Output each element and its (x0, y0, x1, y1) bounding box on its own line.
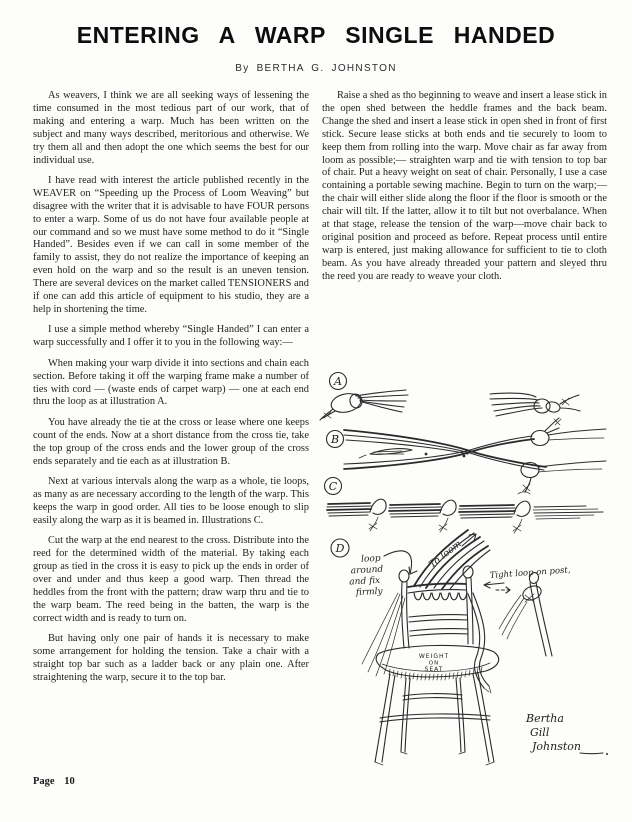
svg-text:WEIGHT: WEIGHT (418, 653, 450, 660)
signature (525, 712, 608, 755)
post-loop-sketch (499, 572, 552, 656)
figure-label-a (330, 373, 347, 390)
svg-text:Gill: Gill (530, 726, 550, 739)
warp-cross-sketch-b (344, 418, 606, 494)
paragraph: Raise a shed as tho beginning to weave and insert a lease stick in the open shed between the heddle frames and the back beam. Change the shed and insert a lease stick in open shed in front of first stick. Secure lease sticks at both ends and tie securely to loom to keep them from rolling into the warp. Move chair as far away from loom as possible;— straighten warp and tie with tension to top bar of chair. Put a heavy weight on seat of chair. Personally, I use a case containing a portable sewing machine. Begin to turn on the warp;—the chair will either slide along the floor if the floor is smooth or the chair will tilt. If the latter, allow it to tilt but not overbalance. When at that stage, release the tension of the warp—move chair back to original position and proceed as before. Repeat process until entire warp is entered, just making allowance for sufficient to tie to cloth beam. As you have already threaded your pattern and sleyed thru the reed you are ready to weave your cloth. (322, 90, 607, 282)
svg-text:loop: loop (360, 553, 381, 565)
svg-text:Johnston: Johnston (532, 740, 581, 753)
tight-loop-note (484, 565, 571, 593)
page-number: Page 10 (33, 776, 75, 787)
left-column (33, 90, 309, 692)
svg-text:Bertha: Bertha (526, 712, 564, 725)
figure-label-c (325, 478, 342, 495)
page-title: ENTERING A WARP SINGLE HANDED (76, 22, 556, 48)
paragraph: I have read with interest the article published recently in the WEAVER on “Speeding up the Process of Loom Weaving” but disagree with the writer that it is advisable to have FOUR persons to enter a warp. Some of us do not have four available people at our command and so we must have some method to do it “Single Handed”. Besides even if we can call in some member of the family to assist, they do not realize the importance of keeping an even hold on the warp and so the result is an uneven tension. There are several devices on the market called TENSIONERS and if one can add this article of equipment to his studio, they are a help in shortening the time. (33, 174, 309, 315)
svg-text:To loom: To loom (427, 538, 464, 571)
svg-text:SEAT: SEAT (424, 666, 444, 673)
paragraph: As weavers, I think we are all seeking ways of lessening the time consumed in the most tedious part of our work, that of making and entering a warp. Much has been written on the subject and many ways described, meritorious and otherwise. We try them all and then adopt the one which seems the best for our individual use. (33, 90, 309, 166)
paragraph: But having only one pair of hands it is necessary to make some arrangement for holding the tension. Take a chair with a straight top bar such as a ladder back or any plain one. After straightening the warp, secure it to the top bar. (33, 632, 309, 683)
right-column (322, 90, 607, 291)
svg-text:A: A (334, 375, 342, 388)
svg-text:and fix: and fix (349, 575, 381, 588)
svg-text:Tight loop on post,: Tight loop on post, (489, 565, 571, 581)
svg-text:ON: ON (428, 660, 440, 667)
paragraph: Cut the warp at the end nearest to the cross. Distribute into the reed for the determined width of the material. By taking each group as tied in the cross it is easy to pick up the ends in order of over and under and thus keep a good warp. Then thread the heddles from the front with the pattern; draw warp thru and tie to the warp beam. The reed being in the batten, the warp is the correct width and is ready to turn on. (33, 535, 309, 624)
byline: By BERTHA G. JOHNSTON (235, 63, 397, 74)
warp-loops-sketch-c (327, 499, 603, 533)
warp-threads (414, 530, 490, 589)
svg-text:firmly: firmly (355, 586, 383, 599)
svg-text:B: B (330, 433, 340, 446)
loop-note-arrow (384, 551, 417, 574)
warp-tie-sketch-a-right (490, 393, 580, 416)
warp-tie-sketch-a-left (320, 390, 408, 420)
loop-note (348, 554, 385, 599)
paragraph: You have already the tie at the cross or lease where one keeps count of the ends. Now at a short distance from the cross tie, take the top group of the cross ends and the lower group of the cross ends separately and tie each as at illustration B. (33, 416, 309, 467)
figure-illustration (318, 366, 610, 772)
figure-label-b (327, 431, 344, 448)
svg-text:D: D (335, 542, 345, 555)
paragraph: I use a simple method whereby “Single Handed” I can enter a warp successfully and I offer it to you in the following way:— (33, 324, 309, 349)
paragraph: Next at various intervals along the warp as a whole, tie loops, as many as are necessary according to the length of the warp. This keeps the warp in good order. All ties to be loose enough to slip easily along the warp as it is beamed in. Illustrations C. (33, 475, 309, 526)
weight-on-seat-note (419, 653, 449, 673)
svg-text:C: C (328, 480, 338, 493)
figure-label-d (331, 539, 349, 557)
svg-text:around: around (350, 564, 384, 577)
paragraph: When making your warp divide it into sections and chain each section. Before taking it off the warping frame make a number of ties with cord — (waste ends of carpet warp) — one at each end thru the loop as at illustration A. (33, 357, 309, 408)
